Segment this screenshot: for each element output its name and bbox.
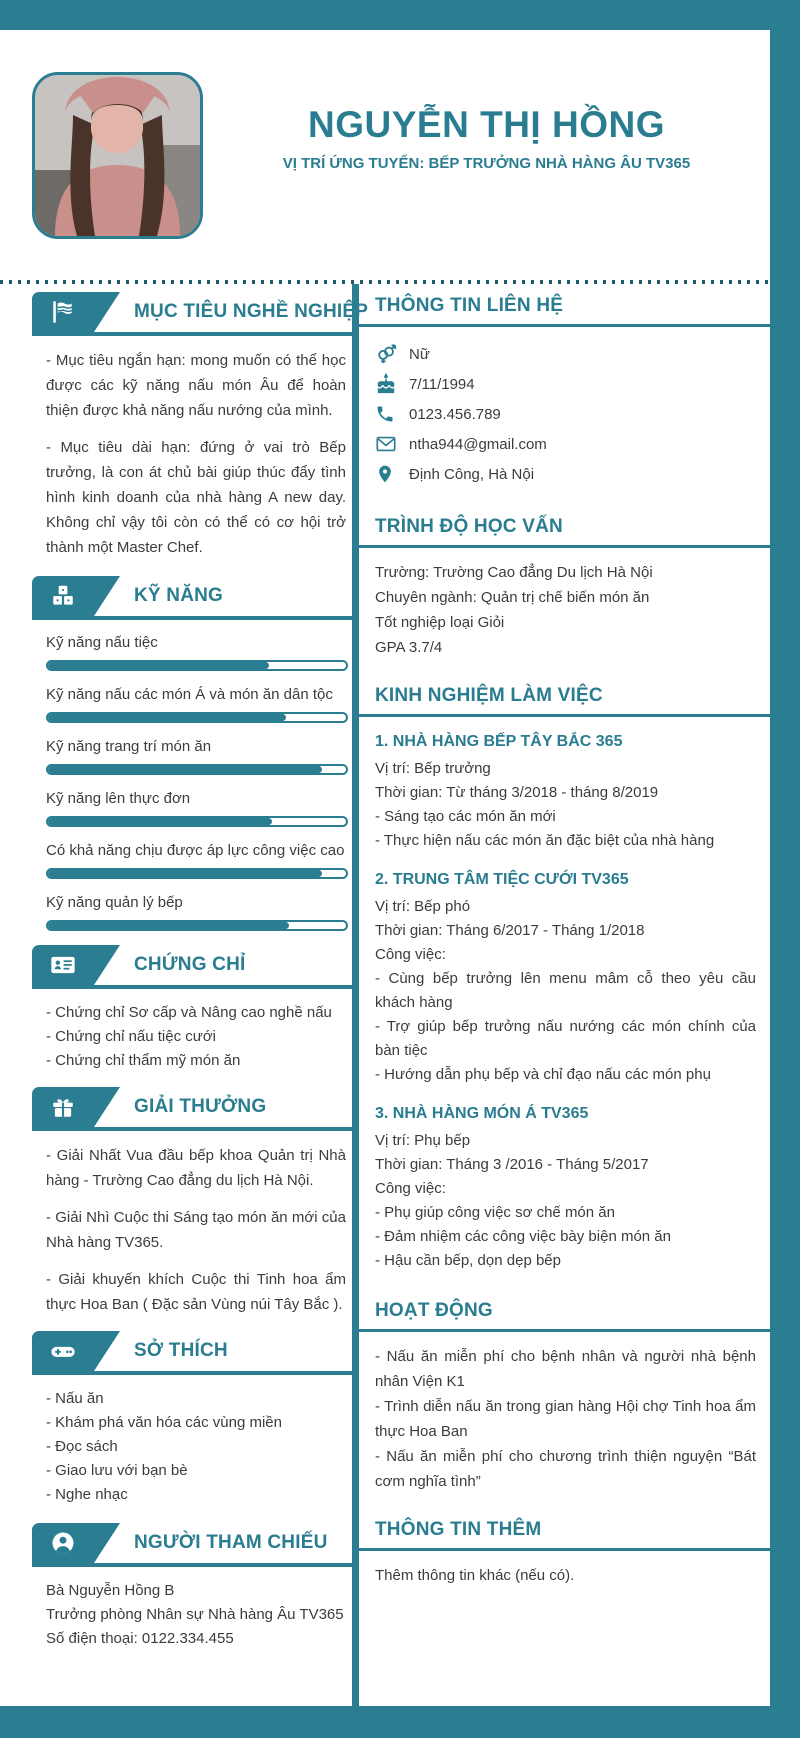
award-item: - Giải Nhất Vua đầu bếp khoa Quản trị Nhà hàng - Trường Cao đẳng du lịch Hà Nội. (46, 1147, 346, 1189)
id-card-icon (32, 945, 94, 985)
page-content (0, 30, 770, 1706)
skill-item (46, 840, 348, 879)
section-additional-info (359, 1508, 770, 1588)
job-entry (375, 867, 756, 1087)
section-badge (32, 576, 120, 616)
skill-item (46, 892, 348, 931)
address-value: Định Công, Hà Nội (409, 465, 535, 483)
section-title: SỞ THÍCH (134, 1340, 228, 1361)
section-badge (32, 1087, 120, 1127)
skill-label: Kỹ năng lên thực đơn (46, 790, 191, 807)
job-line: Vị trí: Phụ bếp (375, 1132, 471, 1149)
section-badge (32, 292, 120, 332)
job-line: - Hậu cần bếp, dọn dẹp bếp (375, 1252, 561, 1269)
section-activities (359, 1289, 770, 1494)
job-line: Vị trí: Bếp trưởng (375, 760, 491, 777)
skill-label: Kỹ năng nấu tiệc (46, 634, 158, 651)
contact-row (375, 399, 756, 429)
job-line: - Sáng tạo các món ăn mới (375, 808, 556, 825)
skill-item (46, 632, 348, 671)
skill-bar-fill (48, 870, 322, 877)
right-accent-strip (770, 0, 800, 1738)
phone-icon (375, 404, 409, 424)
location-icon (375, 464, 409, 484)
skill-bar-fill (48, 714, 286, 721)
job-line: Thời gian: Tháng 3 /2016 - Tháng 5/2017 (375, 1156, 649, 1173)
section-header (32, 945, 352, 989)
gender-value: Nữ (409, 345, 430, 363)
section-skills (32, 576, 352, 931)
skill-label: Có khả năng chịu được áp lực công việc cao (46, 842, 345, 859)
section-header (32, 1331, 352, 1375)
contact-row (375, 429, 756, 459)
activity-item: - Trình diễn nấu ăn trong gian hàng Hội chợ Tinh hoa ẩm thực Hoa Ban (375, 1398, 756, 1440)
skill-bar-fill (48, 662, 269, 669)
top-accent-bar (0, 0, 800, 30)
job-line: - Trợ giúp bếp trưởng nấu nướng các món chính của bàn tiệc (375, 1018, 756, 1059)
education-line: Tốt nghiệp loại Giỏi (375, 614, 505, 631)
birthday-value: 7/11/1994 (409, 375, 475, 393)
education-line: GPA 3.7/4 (375, 639, 443, 656)
badge-slant (94, 1087, 120, 1127)
additional-info-line: Thêm thông tin khác (nếu có). (375, 1567, 575, 1584)
badge-slant (94, 1523, 120, 1563)
job-line: - Cùng bếp trưởng lên menu mâm cỗ theo yêu cầu khách hàng (375, 970, 756, 1011)
section-title: KINH NGHIỆM LÀM VIỆC (359, 674, 770, 717)
right-column (352, 284, 770, 1706)
skill-bar (46, 920, 348, 931)
skill-bar (46, 868, 348, 879)
cv-header (0, 30, 770, 280)
section-title: HOẠT ĐỘNG (359, 1289, 770, 1332)
job-line: - Đảm nhiệm các công việc bày biện món ăn (375, 1228, 671, 1245)
flag-icon (32, 292, 94, 332)
job-entry (375, 1101, 756, 1273)
section-header (32, 1523, 352, 1567)
section-awards (32, 1087, 352, 1317)
header-text-block (203, 30, 770, 280)
skill-label: Kỹ năng trang trí món ăn (46, 738, 212, 755)
section-title: GIẢI THƯỞNG (134, 1096, 267, 1117)
job-line: Công việc: (375, 946, 446, 963)
section-header (32, 292, 369, 336)
badge-slant (94, 292, 120, 332)
skill-label: Kỹ năng quản lý bếp (46, 894, 183, 911)
education-line: Chuyên ngành: Quản trị chế biến món ăn (375, 589, 650, 606)
gift-icon (32, 1087, 94, 1127)
contact-row (375, 339, 756, 369)
certificate-item: - Chứng chỉ thẩm mỹ món ăn (46, 1052, 241, 1069)
section-title: MỤC TIÊU NGHỀ NGHIỆP (134, 301, 369, 322)
education-line: Trường: Trường Cao đẳng Du lịch Hà Nội (375, 564, 653, 581)
award-item: - Giải khuyến khích Cuộc thi Tinh hoa ẩm thực Hoa Ban ( Đặc sản Vùng núi Tây Bắc ). (46, 1271, 346, 1313)
section-contact (359, 284, 770, 489)
hobby-item: - Nghe nhạc (46, 1486, 128, 1503)
skill-item (46, 684, 348, 723)
badge-slant (94, 576, 120, 616)
job-line: Thời gian: Tháng 6/2017 - Tháng 1/2018 (375, 922, 645, 939)
certificate-item: - Chứng chỉ nấu tiệc cưới (46, 1028, 216, 1045)
skill-item (46, 788, 348, 827)
section-title: NGƯỜI THAM CHIẾU (134, 1532, 328, 1553)
skill-bar-fill (48, 922, 289, 929)
activity-item: - Nấu ăn miễn phí cho chương trình thiện nguyện “Bát cơm nghĩa tình” (375, 1448, 756, 1490)
gamepad-icon (32, 1331, 94, 1371)
left-column (0, 284, 369, 1706)
applied-position: VỊ TRÍ ỨNG TUYỂN: BẾP TRƯỞNG NHÀ HÀNG ÂU TV365 (282, 155, 691, 172)
objective-paragraph: - Mục tiêu dài hạn: đứng ở vai trò Bếp trưởng, là con át chủ bài giúp thúc đẩy tình hình kinh doanh của nhà hàng A new day. Không chỉ vậy tôi còn có thể có cơ hội trở thành một Master Chef. (46, 439, 346, 556)
hobby-item: - Khám phá văn hóa các vùng miền (46, 1414, 282, 1431)
section-header (32, 576, 352, 620)
hobby-item: - Giao lưu với bạn bè (46, 1462, 188, 1479)
job-line: Thời gian: Từ tháng 3/2018 - tháng 8/2019 (375, 784, 659, 801)
section-career-objective (32, 292, 369, 560)
section-title: KỸ NĂNG (134, 585, 224, 606)
skill-bar-fill (48, 766, 322, 773)
candidate-name: NGUYỄN THỊ HỒNG (308, 104, 665, 145)
objective-paragraph: - Mục tiêu ngắn hạn: mong muốn có thể học được các kỹ năng nấu món Âu để hoàn thiện được khả năng nấu nướng của mình. (46, 352, 346, 419)
skill-item (46, 736, 348, 775)
email-value: ntha944@gmail.com (409, 435, 547, 453)
section-certificates (32, 945, 352, 1073)
section-experience (359, 674, 770, 1273)
section-title: TRÌNH ĐỘ HỌC VẤN (359, 505, 770, 548)
skill-label: Kỹ năng nấu các món Á và món ăn dân tộc (46, 686, 333, 703)
section-badge (32, 1523, 120, 1563)
reference-line: Số điện thoại: 0122.334.455 (46, 1630, 234, 1647)
profile-photo (32, 72, 203, 239)
certificate-item: - Chứng chỉ Sơ cấp và Nâng cao nghề nấu (46, 1004, 332, 1021)
skill-bar (46, 712, 348, 723)
cubes-icon (32, 576, 94, 616)
section-hobbies (32, 1331, 352, 1507)
reference-line: Trưởng phòng Nhân sự Nhà hàng Âu TV365 (46, 1606, 344, 1623)
section-title: THÔNG TIN THÊM (359, 1508, 770, 1551)
skill-bar (46, 816, 348, 827)
badge-slant (94, 945, 120, 985)
section-title: THÔNG TIN LIÊN HỆ (359, 284, 770, 327)
job-line: - Phụ giúp công việc sơ chế món ăn (375, 1204, 615, 1221)
person-icon (32, 1523, 94, 1563)
job-heading: 3. NHÀ HÀNG MÓN Á TV365 (375, 1105, 589, 1122)
section-header (32, 1087, 352, 1131)
job-line: Vị trí: Bếp phó (375, 898, 471, 915)
section-education (359, 505, 770, 660)
job-line: Công việc: (375, 1180, 446, 1197)
job-line: - Thực hiện nấu các món ăn đặc biệt của nhà hàng (375, 832, 715, 849)
birthday-icon (375, 373, 409, 395)
job-entry (375, 729, 756, 853)
job-heading: 2. TRUNG TÂM TIỆC CƯỚI TV365 (375, 871, 629, 888)
phone-value: 0123.456.789 (409, 405, 501, 423)
skill-bar-fill (48, 818, 272, 825)
section-references (32, 1523, 352, 1651)
section-badge (32, 1331, 120, 1371)
activity-item: - Nấu ăn miễn phí cho bệnh nhân và người nhà bệnh nhân Viện K1 (375, 1348, 756, 1390)
award-item: - Giải Nhì Cuộc thi Sáng tạo món ăn mới của Nhà hàng TV365. (46, 1209, 346, 1251)
contact-row (375, 369, 756, 399)
section-title: CHỨNG CHỈ (134, 954, 246, 975)
bottom-accent-bar (0, 1706, 800, 1738)
job-heading: 1. NHÀ HÀNG BẾP TÂY BẮC 365 (375, 733, 623, 750)
hobby-item: - Nấu ăn (46, 1390, 104, 1407)
contact-row (375, 459, 756, 489)
skill-bar (46, 764, 348, 775)
job-line: - Hướng dẫn phụ bếp và chỉ đạo nấu các món phụ (375, 1066, 711, 1083)
gender-icon (375, 343, 409, 365)
badge-slant (94, 1331, 120, 1371)
hobby-item: - Đọc sách (46, 1438, 118, 1455)
skill-bar (46, 660, 348, 671)
two-column-body (0, 284, 770, 1706)
reference-line: Bà Nguyễn Hồng B (46, 1582, 175, 1599)
email-icon (375, 433, 409, 455)
section-badge (32, 945, 120, 985)
